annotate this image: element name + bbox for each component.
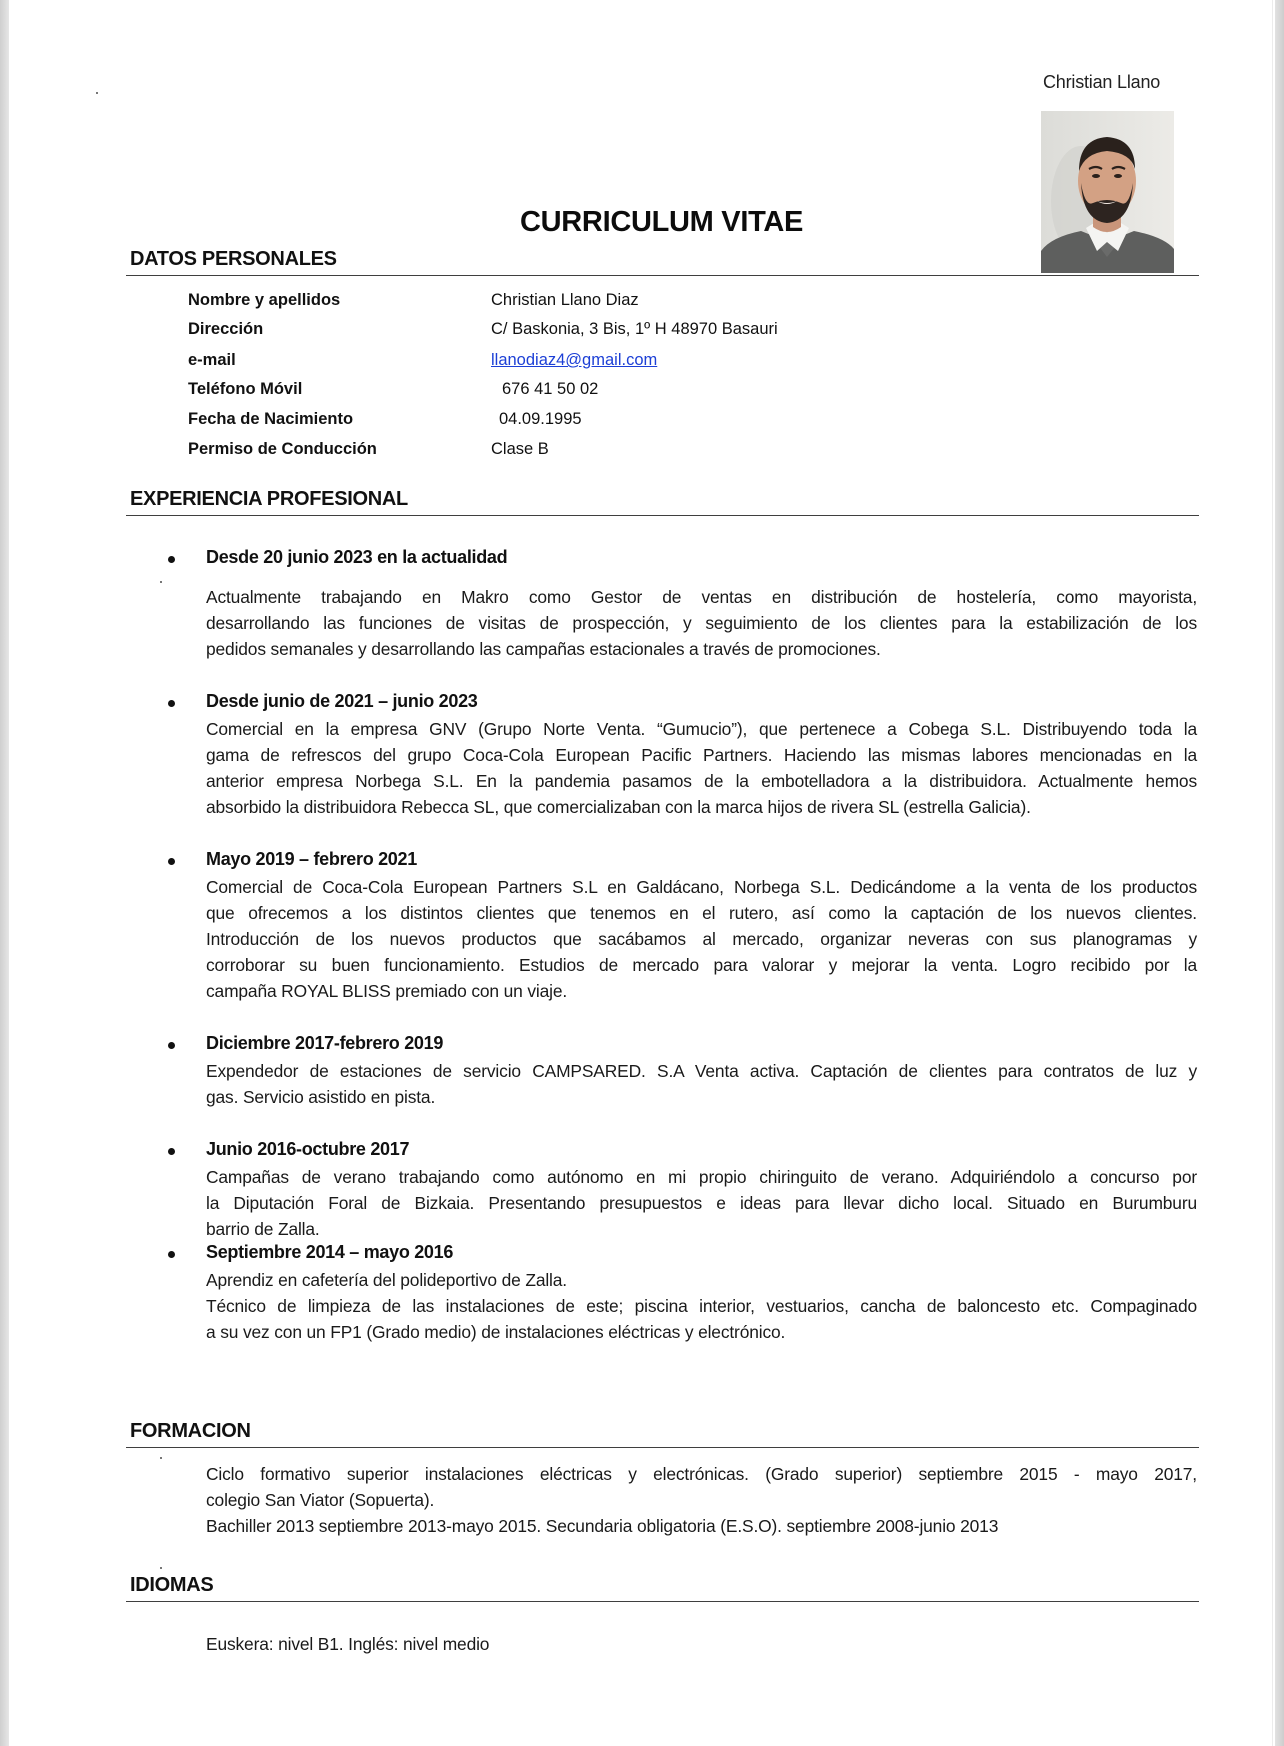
label-birthdate: Fecha de Nacimiento xyxy=(188,410,354,428)
text-line: la Diputación Foral de Bizkaia. Presentando presupuestos e ideas para llevar dicho local. Situado en Burumburu xyxy=(206,1193,1197,1213)
bullet-icon xyxy=(168,1042,175,1049)
text-line: gama de refrescos del grupo Coca-Cola European Pacific Partners. Haciendo las mismas labores mencionadas en la xyxy=(206,745,1197,765)
section-title-experience: EXPERIENCIA PROFESIONAL xyxy=(130,488,408,510)
text-line: gas. Servicio asistido en pista. xyxy=(206,1087,436,1107)
label-driving-licence: Permiso de Conducción xyxy=(188,440,377,458)
stray-dot xyxy=(96,92,98,94)
text-line: Comercial en la empresa GNV (Grupo Norte Venta. “Gumucio”), que pertenece a Cobega S.L. Distribuyendo toda la xyxy=(206,719,1197,739)
text-line: Expendedor de estaciones de servicio CAMPSARED. S.A Venta activa. Captación de clientes para contratos de luz y xyxy=(206,1061,1197,1081)
section-rule xyxy=(126,515,1199,516)
section-title-education: FORMACION xyxy=(130,1420,251,1442)
experience-description xyxy=(206,1267,1197,1345)
portrait-image xyxy=(1041,111,1174,273)
text-line: Introducción de los nuevos productos que sacábamos al mercado, organizar neveras con sus planogramas y xyxy=(206,929,1197,949)
stray-dot xyxy=(160,1567,162,1569)
text-line: campaña ROYAL BLISS premiado con un viaje. xyxy=(206,981,568,1001)
bullet-icon xyxy=(168,858,175,865)
experience-period: Mayo 2019 – febrero 2021 xyxy=(206,849,417,869)
experience-description xyxy=(206,1164,1197,1242)
text-line: Actualmente trabajando en Makro como Gestor de ventas en distribución de hostelería, como mayorista, xyxy=(206,587,1197,607)
text-line: Aprendiz en cafetería del polideportivo de Zalla. xyxy=(206,1270,567,1290)
bullet-icon xyxy=(168,1148,175,1155)
text-line: absorbido la distribuidora Rebecca SL, que comercializaban con la marca hijos de rivera SL (estrella Galicia). xyxy=(206,797,1031,817)
text-line: Campañas de verano trabajando como autónomo en mi propio chiringuito de verano. Adquiriéndolo a concurso por xyxy=(206,1167,1197,1187)
text-line: desarrollando las funciones de visitas de prospección, y seguimiento de los clientes para la estabilización de los xyxy=(206,613,1197,633)
experience-description xyxy=(206,1058,1197,1110)
label-address: Dirección xyxy=(188,320,264,338)
label-name: Nombre y apellidos xyxy=(188,291,341,309)
bullet-icon xyxy=(168,700,175,707)
text-line: corroborar su buen funcionamiento. Estudios de mercado para valorar y mejorar la venta. Logro recibido por la xyxy=(206,955,1197,975)
text-line: que ofrecemos a los distintos clientes que tenemos en el rutero, así como la captación de los nuevos clientes. xyxy=(206,903,1197,923)
stray-dot xyxy=(160,1457,162,1459)
document-title: CURRICULUM VITAE xyxy=(520,206,804,238)
text-line: Ciclo formativo superior instalaciones eléctricas y electrónicas. (Grado superior) septiembre 2015 - mayo 2017, xyxy=(206,1464,1197,1484)
header-name: Christian Llano xyxy=(1043,72,1161,92)
label-email: e-mail xyxy=(188,351,236,369)
languages-text: Euskera: nivel B1. Inglés: nivel medio xyxy=(206,1634,490,1654)
bullet-icon xyxy=(168,556,175,563)
viewer-left-gutter xyxy=(0,0,9,1746)
text-line: Técnico de limpieza de las instalaciones de este; piscina interior, vestuarios, cancha de baloncesto etc. Compaginado xyxy=(206,1296,1197,1316)
section-rule xyxy=(126,1601,1199,1602)
text-line: colegio San Viator (Sopuerta). xyxy=(206,1490,435,1510)
bullet-icon xyxy=(168,1251,175,1258)
value-email xyxy=(491,351,657,370)
experience-description xyxy=(206,584,1197,662)
section-rule xyxy=(126,1447,1199,1448)
experience-description xyxy=(206,874,1197,1004)
value-driving-licence: Clase B xyxy=(491,440,549,458)
experience-period: Desde 20 junio 2023 en la actualidad xyxy=(206,547,508,567)
text-line: Comercial de Coca-Cola European Partners S.L en Galdácano, Norbega S.L. Dedicándome a la venta de los productos xyxy=(206,877,1197,897)
stray-dot xyxy=(160,581,162,583)
experience-period: Diciembre 2017-febrero 2019 xyxy=(206,1033,444,1053)
profile-photo xyxy=(1041,111,1174,273)
text-line: Bachiller 2013 septiembre 2013-mayo 2015. Secundaria obligatoria (E.S.O). septiembre 2008-junio 2013 xyxy=(206,1516,999,1536)
email-link[interactable]: llanodiaz4@gmail.com xyxy=(491,351,658,369)
experience-period: Septiembre 2014 – mayo 2016 xyxy=(206,1242,454,1262)
experience-period: Desde junio de 2021 – junio 2023 xyxy=(206,691,478,711)
value-phone: 676 41 50 02 xyxy=(502,380,599,398)
experience-description xyxy=(206,716,1197,820)
experience-period: Junio 2016-octubre 2017 xyxy=(206,1139,410,1159)
text-line: barrio de Zalla. xyxy=(206,1219,320,1239)
value-birthdate: 04.09.1995 xyxy=(499,410,582,428)
label-phone: Teléfono Móvil xyxy=(188,380,303,398)
text-line: pedidos semanales y desarrollando las campañas estacionales a través de promociones. xyxy=(206,639,881,659)
text-line: anterior empresa Norbega S.L. En la pandemia pasamos de la embotelladora a la distribuidora. Actualmente hemos xyxy=(206,771,1197,791)
value-name: Christian Llano Diaz xyxy=(491,291,639,309)
viewer-scrollbar[interactable] xyxy=(1275,0,1284,1746)
text-line: a su vez con un FP1 (Grado medio) de instalaciones eléctricas y electrónico. xyxy=(206,1322,786,1342)
section-rule xyxy=(126,275,1199,276)
education-description xyxy=(206,1461,1197,1539)
section-title-languages: IDIOMAS xyxy=(130,1574,214,1596)
value-address: C/ Baskonia, 3 Bis, 1º H 48970 Basauri xyxy=(491,320,778,338)
section-title-personal: DATOS PERSONALES xyxy=(130,248,337,270)
